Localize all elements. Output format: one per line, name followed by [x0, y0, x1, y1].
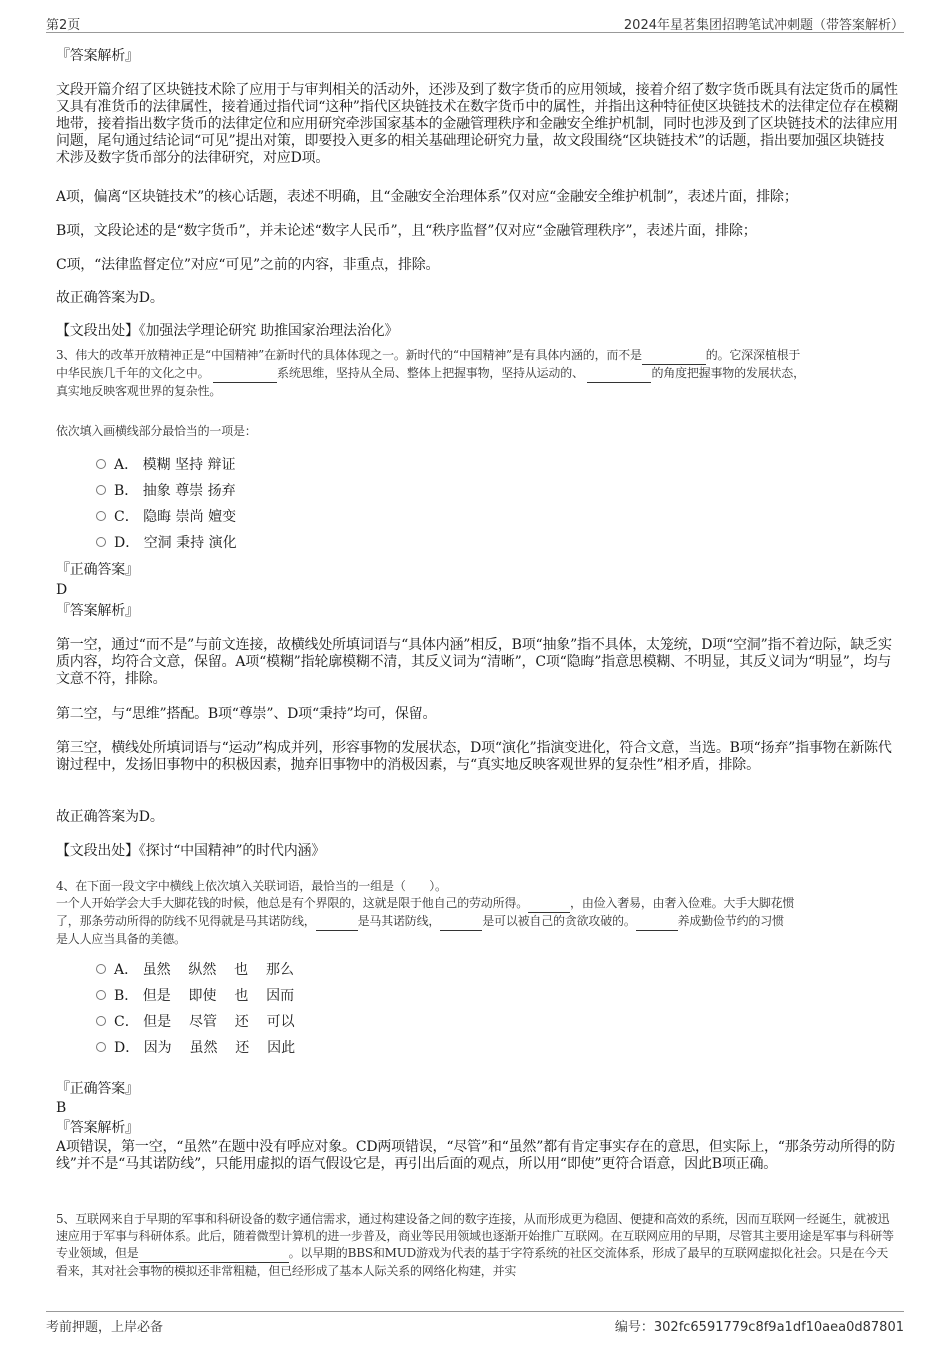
- page-header: [46, 12, 904, 33]
- fill-blank: [636, 913, 678, 931]
- analysis-paragraph: 第二空，与“思维”搭配。B项“尊崇”、D项“秉持”均可，保留。: [56, 706, 437, 722]
- document-id: 编号：302fc6591779c8f9a1df10aea0d87801: [614, 1320, 904, 1335]
- stem-text: 是马其诺防线，: [357, 914, 441, 928]
- answer-analysis-label: 『答案解析』: [56, 48, 139, 64]
- question-3-stem: [56, 347, 898, 400]
- stem-text: 养成勤俭节约的习惯: [677, 914, 784, 928]
- option-d[interactable]: [96, 1040, 295, 1057]
- fill-blank: [528, 895, 570, 913]
- correct-answer-label: 『正确答案』: [56, 562, 139, 578]
- stem-text: 5、互联网来自于早期的军事和科研设备的数字通信需求，通过构建设备之间的数字连接，从而形成更为稳固、便捷和高效的系统，因而互联网一经诞生，就被迅速应用于军事与科研体系。此后，随着微型计算机的进一步普及，商业等民用领域也逐渐开始推广互联网。在互联网应用的早期，尽管其主要用途是军事与科研等专业领域，但是: [56, 1212, 894, 1260]
- option-letter: B．: [114, 483, 139, 499]
- fill-blank: [139, 1245, 289, 1263]
- option-c[interactable]: [96, 1014, 295, 1031]
- stem-text: 是可以被自己的贪欲攻破的。: [482, 914, 636, 928]
- analysis-option-c: C项，“法律监督定位”对应“可见”之前的内容，非重点，排除。: [56, 257, 440, 273]
- analysis-paragraph: A项错误，第一空，“虽然”在题中没有呼应对象。CD两项错误，“尽管”和“虽然”都有肯定事实存在的意思，但实际上，“那条劳动所得的防线”并不是“马其诺防线”，只能用虚拟的语气假设它是，再引出后面的观点，所以用“即使”更符合语意，因此B项正确。: [56, 1139, 896, 1172]
- fill-blank: [316, 913, 358, 931]
- stem-text: 。以早期的BBS和MUD游戏为代表的基于字符系统的社区交流体系，形成了最早的互联网虚拟化社会。只是在今天看来，其对社会事物的模拟还非常粗糙，但已经形成了基本人际关系的网络化构建，并实: [56, 1246, 889, 1278]
- radio-icon[interactable]: [96, 1042, 106, 1052]
- stem-text: 的。它深深植根于: [705, 348, 801, 362]
- radio-icon[interactable]: [96, 485, 106, 495]
- option-text: 虽然 纵然 也 那么: [142, 962, 294, 978]
- option-text: 但是 即使 也 因而: [142, 988, 295, 1004]
- radio-icon[interactable]: [96, 990, 106, 1000]
- stem-text: 系统思维，坚持从全局、整体上把握事物，坚持从运动的、: [277, 366, 584, 380]
- question-5-stem: [56, 1211, 898, 1280]
- question-4-stem: [56, 878, 898, 948]
- option-letter: C．: [114, 1014, 139, 1030]
- analysis-paragraph: 第三空，横线处所填词语与“运动”构成并列，形容事物的发展状态，D项“演化”指演变进化，符合文意，当选。B项“扬弃”指事物在新陈代谢过程中，发扬旧事物中的积极因素，抛弃旧事物中的消极因素，与“真实地反映客观世界的复杂性”相矛盾，排除。: [56, 740, 892, 773]
- source-citation: 【文段出处】《探讨“中国精神”的时代内涵》: [56, 843, 326, 859]
- option-b[interactable]: [96, 988, 294, 1005]
- option-text: 但是 尽管 还 可以: [143, 1014, 295, 1030]
- answer-analysis-label: 『答案解析』: [56, 1120, 139, 1136]
- fill-blank: [587, 365, 651, 383]
- correct-answer: B: [56, 1100, 67, 1116]
- answer-analysis-label: 『答案解析』: [56, 603, 139, 619]
- stem-text: ，由俭入奢易，由奢入俭难。大手大脚花惯: [570, 896, 795, 910]
- option-letter: D．: [114, 1040, 140, 1056]
- stem-text: 4、在下面一段文字中横线上依次填入关联词语，最恰当的一组是（ ）。: [56, 879, 447, 893]
- option-text: 隐晦 崇尚 嬗变: [143, 509, 237, 525]
- footer-slogan: 考前押题，上岸必备: [46, 1320, 164, 1335]
- option-a[interactable]: [96, 457, 235, 474]
- radio-icon[interactable]: [96, 1016, 106, 1026]
- analysis-option-a: A项，偏离“区块链技术”的核心话题，表述不明确，且“金融安全治理体系”仅对应“金融安全维护机制”，表述片面，排除；: [56, 189, 798, 205]
- document-title: 2024年星茗集团招聘笔试冲刺题（带答案解析）: [623, 18, 904, 33]
- option-letter: C．: [114, 509, 139, 525]
- radio-icon[interactable]: [96, 511, 106, 521]
- page-footer: [46, 1311, 904, 1334]
- stem-text: 了，那条劳动所得的防线不见得就是马其诺防线，: [56, 914, 316, 928]
- fill-blank: [213, 365, 277, 383]
- correct-answer: D: [56, 582, 68, 598]
- analysis-option-b: B项，文段论述的是“数字货币”，并未论述“数字人民币”，且“秩序监督”仅对应“金融管理秩序”，表述片面，排除；: [56, 223, 757, 239]
- radio-icon[interactable]: [96, 537, 106, 547]
- stem-text: 真实地反映客观世界的复杂性。: [56, 384, 222, 398]
- correct-answer-label: 『正确答案』: [56, 1081, 139, 1097]
- analysis-paragraph: 文段开篇介绍了区块链技术除了应用于与审判相关的活动外，还涉及到了数字货币的应用领域，接着介绍了数字货币既具有法定货币的属性又具有准货币的法律属性，接着通过指代词“这种”指代区块链技术在数字货币中的属性，并指出这种特征使区块链技术的法律定位存在模糊地带，接着指出数字货币的法律定位和应用研究牵涉国家基本的金融管理秩序和金融安全维护机制，同时也涉及到了区块链技术的法律应用问题，尾句通过结论词“可见”提出对策，即要投入更多的相关基础理论研究力量，故文段围绕“区块链技术”的话题，指出要加强区块链技术涉及数字货币部分的法律研究，对应D项。: [56, 82, 898, 166]
- option-text: 空洞 秉持 演化: [143, 535, 237, 551]
- fill-blank: [642, 347, 706, 365]
- option-text: 因为 虽然 还 因此: [143, 1040, 296, 1056]
- option-text: 模糊 坚持 辩证: [142, 457, 236, 473]
- option-c[interactable]: [96, 509, 236, 526]
- stem-text: 的角度把握事物的发展状态，: [651, 366, 805, 380]
- stem-text: 中华民族几千年的文化之中。: [56, 366, 210, 380]
- analysis-paragraph: 第一空，通过“而不是”与前文连接，故横线处所填词语与“具体内涵”相反，B项“抽象”指不具体，太笼统，D项“空洞”指不着边际，缺乏实质内容，均符合文意，保留。A项“模糊”指轮廓模糊不清，其反义词为“清晰”，C项“隐晦”指意思模糊、不明显，其反义词为“明显”，均与文意不符，排除。: [56, 637, 892, 687]
- option-d[interactable]: [96, 535, 237, 552]
- option-letter: B．: [114, 988, 139, 1004]
- page-number: 第2页: [46, 18, 81, 33]
- conclusion-text: 故正确答案为D。: [56, 290, 164, 306]
- option-letter: D．: [114, 535, 140, 551]
- option-a[interactable]: [96, 962, 294, 979]
- source-citation: 【文段出处】《加强法学理论研究 助推国家治理法治化》: [56, 323, 399, 339]
- conclusion-text: 故正确答案为D。: [56, 809, 164, 825]
- stem-text: 一个人开始学会大手大脚花钱的时候，他总是有个界限的，这就是限于他自己的劳动所得。: [56, 896, 529, 910]
- radio-icon[interactable]: [96, 459, 106, 469]
- stem-text: 是人人应当具备的美德。: [56, 932, 186, 946]
- stem-text: 3、伟大的改革开放精神正是“中国精神”在新时代的具体体现之一。新时代的“中国精神”是有具体内涵的，而不是: [56, 348, 642, 362]
- option-text: 抽象 尊崇 扬弃: [142, 483, 236, 499]
- fill-blank: [440, 913, 482, 931]
- option-letter: A．: [114, 962, 139, 978]
- option-letter: A．: [114, 457, 139, 473]
- option-b[interactable]: [96, 483, 236, 500]
- radio-icon[interactable]: [96, 964, 106, 974]
- question-instruction: 依次填入画横线部分最恰当的一项是：: [56, 424, 257, 438]
